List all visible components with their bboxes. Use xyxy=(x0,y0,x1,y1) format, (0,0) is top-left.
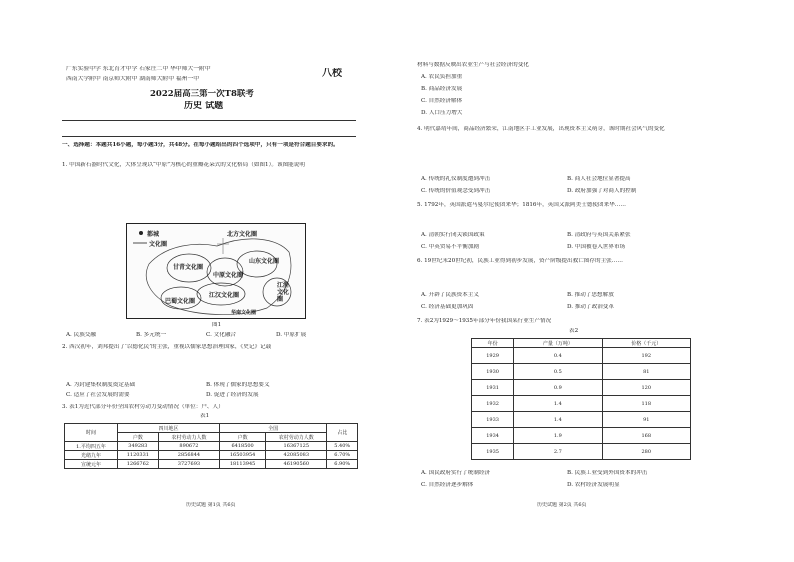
table-header: 农村劳动力人数 xyxy=(158,433,219,442)
question-1-text: 1. 中国新石器时代文化，大体呈现以“中原”为核心的重瓣花朵式的文化格局（如图1）。该图能说明 xyxy=(62,162,305,168)
table-cell: 120 xyxy=(602,380,690,396)
table-cell: 0.9 xyxy=(514,380,602,396)
table-row xyxy=(472,396,691,412)
q-option-c: C. 自然经济解体 xyxy=(421,98,463,104)
legend-capital-label: 都城 xyxy=(147,231,160,238)
schools-line-1: 广东实验中学 东北育才中学 石家庄二中 华中师大一附中 xyxy=(66,66,211,72)
question-6-text: 6. 19世纪末20世纪初，民族工业得到初步发展，资产阶级提出救亡图存的主张…… xyxy=(417,258,623,264)
q5-option-d: D. 中国被卷入世界市场 xyxy=(567,244,626,250)
question-5-text: 5. 1792年，英国派遣马戛尔尼使团来华；1816年，英国又派阿美士德使团来华…… xyxy=(417,202,626,208)
table1-caption: 表1 xyxy=(200,413,210,419)
table-cell: 0.5 xyxy=(514,364,602,380)
q4-option-b: B. 商人社会地位显著提高 xyxy=(567,176,631,182)
table-cell: 46190560 xyxy=(266,460,327,469)
q2-option-c: C. 适应了社会发展的需要 xyxy=(66,392,130,398)
table-cell: 18113945 xyxy=(220,460,266,469)
q4-option-d: D. 政府加强了对商人的控制 xyxy=(567,188,637,194)
table-header: 价格（千元） xyxy=(602,339,690,348)
q-option-a: A. 农民负担加重 xyxy=(421,74,463,80)
table2-caption: 表2 xyxy=(569,328,579,334)
left-page-footer: 历史试题 第1页 共6页 xyxy=(186,502,236,508)
map-label-jiangzhe: 江浙文化圈 xyxy=(277,282,290,303)
table-cell: 16367125 xyxy=(266,442,327,451)
q2-option-d: D. 促进了经济的发展 xyxy=(206,392,259,398)
table-header: 占比 xyxy=(327,424,358,442)
map-label-jianghan: 江汉文化圈 xyxy=(209,292,240,299)
table-cell: 168 xyxy=(602,428,690,444)
q6-option-c: C. 经济基础更加巩固 xyxy=(421,304,474,310)
table-cell: 1.4 xyxy=(514,412,602,428)
q5-option-b: B. 清政府与英国关系紧张 xyxy=(567,232,631,238)
table-2 xyxy=(471,338,691,460)
q5-option-c: C. 中英贸易不平衡加剧 xyxy=(421,244,479,250)
exam-title: 2022届高三第一次T8联考 xyxy=(150,89,254,99)
question-3-text: 3. 表1为近代部分年份全国农村劳动力变动情况（单位：户、人） xyxy=(62,404,224,410)
right-page xyxy=(397,0,794,562)
table-cell: 118 xyxy=(602,396,690,412)
table-cell: 91 xyxy=(602,412,690,428)
table-cell: 1.平均四五年 xyxy=(65,442,118,451)
table-row xyxy=(472,380,691,396)
question-intro: 材料与数据反映出农业生产与社会经济的变化 xyxy=(417,62,529,68)
divider-line xyxy=(62,136,356,137)
q5-option-a: A. 清朝实行闭关锁国政策 xyxy=(421,232,485,238)
table-cell: 349283 xyxy=(117,442,158,451)
q7-option-b: B. 民族工业受到外国资本的冲击 xyxy=(567,470,648,476)
table-cell: 6418500 xyxy=(220,442,266,451)
table-cell: 1935 xyxy=(472,444,514,460)
table-cell: 1934 xyxy=(472,428,514,444)
table-cell: 3727693 xyxy=(158,460,219,469)
map-label-south: 华南文化圈 xyxy=(231,310,257,316)
q1-option-a: A. 民族交融 xyxy=(66,332,96,338)
q6-option-d: D. 推动了政治变革 xyxy=(567,304,614,310)
table-cell: 192 xyxy=(602,348,690,364)
table-header: 时间 xyxy=(65,424,118,442)
table-cell: 16503954 xyxy=(220,451,266,460)
table-row xyxy=(65,451,358,460)
table-cell: 1120331 xyxy=(117,451,158,460)
question-2-text: 2. 西汉初年，刘邦提出了‘以德化民’的主张，重视以儒家思想治理国家，《史记》记载 xyxy=(62,344,272,350)
table-header: 产量（万吨） xyxy=(514,339,602,348)
table-cell: 1266762 xyxy=(117,460,158,469)
capital-icon xyxy=(139,231,143,235)
q2-option-a: A. 为封建集权制度奠定基础 xyxy=(66,382,136,388)
culture-map xyxy=(126,223,306,319)
table-header: 全国 xyxy=(220,424,327,433)
table-cell: 光绪九年 xyxy=(65,451,118,460)
q4-option-a: A. 传统的礼仪制度遭到冲击 xyxy=(421,176,491,182)
badge-eight-schools: 八校 xyxy=(322,68,342,79)
table-cell: 1.9 xyxy=(514,428,602,444)
q7-option-a: A. 国民政府实行了统制经济 xyxy=(421,470,491,476)
table-cell: 1931 xyxy=(472,380,514,396)
table-1 xyxy=(64,423,358,469)
section-heading: 一、选择题：本题共16小题，每小题3分，共48分。在每小题给出的四个选项中，只有一项是符合题目要求的。 xyxy=(62,142,339,148)
q1-option-b: B. 多元统一 xyxy=(136,332,167,338)
table-cell: 6.90% xyxy=(327,460,358,469)
q6-option-b: B. 推动了思想解放 xyxy=(567,292,614,298)
map-label-shandong: 山东文化圈 xyxy=(249,258,280,265)
q2-option-b: B. 体现了儒家的思想要义 xyxy=(206,382,270,388)
q-option-d: D. 人口压力增大 xyxy=(421,110,463,116)
table-cell: 1932 xyxy=(472,396,514,412)
table-cell: 5.40% xyxy=(327,442,358,451)
q1-option-d: D. 中原扩展 xyxy=(276,332,307,338)
q7-option-c: C. 自然经济逐步解体 xyxy=(421,482,474,488)
q6-option-a: A. 开辟了民族资本主义 xyxy=(421,292,479,298)
schools-line-2: 西南大学附中 南京师大附中 湖南师大附中 福州一中 xyxy=(66,76,200,82)
divider-line xyxy=(62,120,356,121)
table-cell: 890672 xyxy=(158,442,219,451)
q1-option-c: C. 文化融合 xyxy=(206,332,237,338)
table-header: 四川地区 xyxy=(117,424,219,433)
question-7-text: 7. 表2为1929～1935年部分年份我国某行业生产情况 xyxy=(417,318,552,324)
table-cell: 1933 xyxy=(472,412,514,428)
table-row xyxy=(472,364,691,380)
table-header: 户数 xyxy=(220,433,266,442)
table-cell: 280 xyxy=(602,444,690,460)
legend-culture-label: 文化圈 xyxy=(149,241,168,248)
table-cell: 0.4 xyxy=(514,348,602,364)
map-label-north: 北方文化圈 xyxy=(227,231,258,238)
map-label-central: 中原文化圈 xyxy=(213,272,244,279)
table-header: 年份 xyxy=(472,339,514,348)
table-row xyxy=(65,424,358,433)
map-caption: 图1 xyxy=(212,322,222,328)
river-marks xyxy=(217,238,229,254)
q7-option-d: D. 农村经济发展明显 xyxy=(567,482,620,488)
table-row xyxy=(472,339,691,348)
table-row xyxy=(65,460,358,469)
table-row xyxy=(472,348,691,364)
table-row xyxy=(472,444,691,460)
map-label-west: 甘青文化圈 xyxy=(173,264,204,271)
table-cell: 42085083 xyxy=(266,451,327,460)
table-row xyxy=(472,428,691,444)
table-cell: 1930 xyxy=(472,364,514,380)
table-cell: 81 xyxy=(602,364,690,380)
question-4-text: 4. 明代嘉靖年间，商品经济繁荣，江南地区手工业发展，出现资本主义萌芽，该时期社会风气的变化 xyxy=(417,126,665,132)
map-label-bashu: 巴蜀文化圈 xyxy=(165,298,196,305)
q-option-b: B. 商品经济发展 xyxy=(421,86,463,92)
table-row xyxy=(65,442,358,451)
table-header: 农村劳动力人数 xyxy=(266,433,327,442)
table-cell: 宣统元年 xyxy=(65,460,118,469)
table-cell: 2856844 xyxy=(158,451,219,460)
table-row xyxy=(472,412,691,428)
right-page-footer: 历史试题 第2页 共6页 xyxy=(537,502,587,508)
q4-option-c: C. 传统的价值观念受到冲击 xyxy=(421,188,491,194)
subject-title: 历史 试题 xyxy=(184,101,224,111)
table-cell: 2.7 xyxy=(514,444,602,460)
table-cell: 6.70% xyxy=(327,451,358,460)
table-cell: 1.4 xyxy=(514,396,602,412)
table-cell: 1929 xyxy=(472,348,514,364)
table-header: 户数 xyxy=(117,433,158,442)
